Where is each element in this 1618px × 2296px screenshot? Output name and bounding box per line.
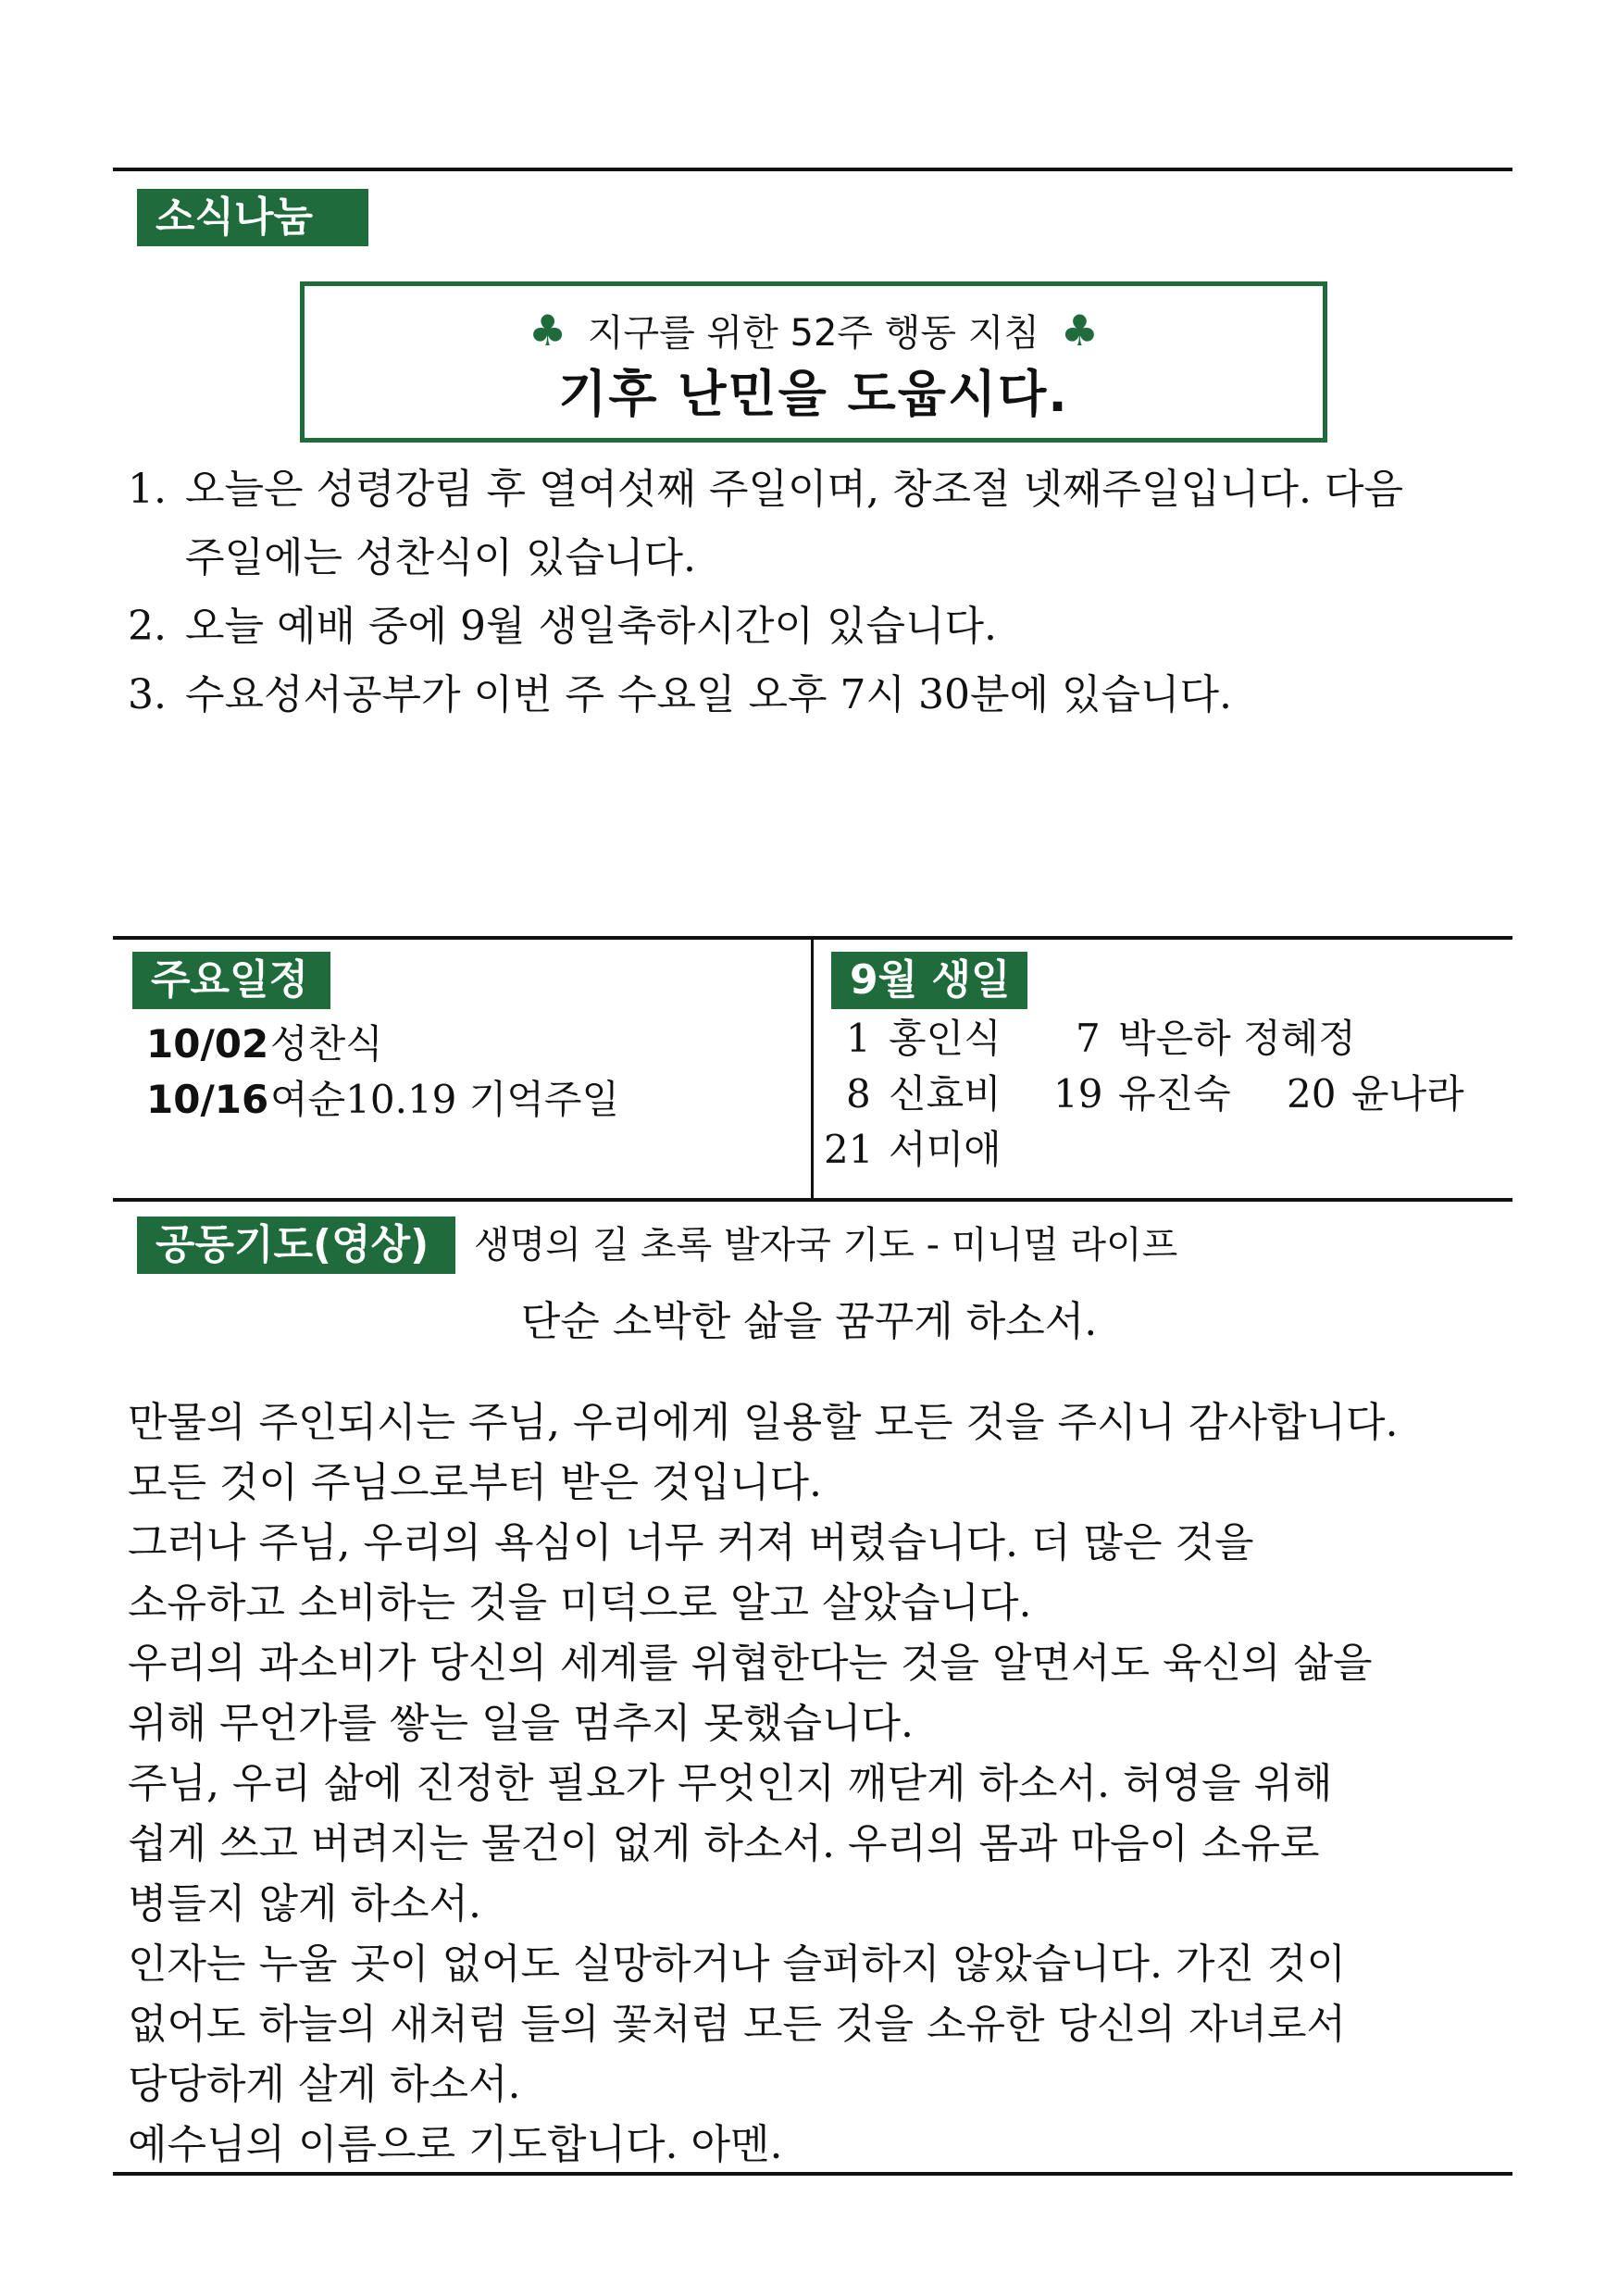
item-text: 오늘은 성령강림 후 열여섯째 주일이며, 창조절 넷째주일입니다. 다음 <box>185 466 1403 513</box>
prayer-line: 쉽게 쓰고 버려지는 물건이 없게 하소서. 우리의 몸과 마음이 소유로 <box>128 1820 1320 1867</box>
item-number: 1. <box>128 466 167 513</box>
prayer-line: 병들지 않게 하소서. <box>128 1880 481 1928</box>
birthday-day: 20 <box>1287 1071 1337 1117</box>
prayer-subtitle: 단순 소박한 삶을 꿈꾸게 하소서. <box>520 1298 1098 1345</box>
prayer-line: 소유하고 소비하는 것을 미덕으로 알고 살았습니다. <box>128 1579 1032 1627</box>
schedule-date: 10/02 <box>146 1021 269 1067</box>
item-text: 수요성서공부가 이번 주 수요일 오후 7시 30분에 있습니다. <box>185 671 1232 718</box>
prayer-line: 당당하게 살게 하소서. <box>128 2061 521 2108</box>
item-number: 2. <box>128 603 167 650</box>
prayer-line: 주님, 우리 삶에 진정한 필요가 무엇인지 깨닫게 하소서. 허영을 위해 <box>128 1760 1333 1807</box>
birthday-day: 21 <box>824 1127 874 1172</box>
schedule-event: 성찬식 <box>270 1021 383 1067</box>
item-number: 3. <box>128 671 167 718</box>
schedule-date: 10/16 <box>146 1077 269 1122</box>
prayer-line: 인자는 누울 곳이 없어도 실망하거나 슬퍼하지 않았습니다. 가진 것이 <box>128 1940 1346 1988</box>
bottom-rule <box>113 2172 1512 2176</box>
news-list <box>128 455 1516 730</box>
birthday-names: 서미애 <box>889 1127 1002 1172</box>
section-rule <box>113 1198 1512 1202</box>
prayer-line: 예수님의 이름으로 기도합니다. 아멘. <box>128 2121 783 2168</box>
birthday-tag: 9월 생일 <box>831 952 1027 1009</box>
birthday-names: 신효비 <box>889 1071 1002 1117</box>
birthday-names: 홍인식 <box>889 1016 1002 1061</box>
club-icon: ♣ <box>528 306 567 356</box>
club-icon: ♣ <box>1060 306 1100 356</box>
schedule-event: 여순10.19 기억주일 <box>270 1077 620 1122</box>
prayer-tag: 공동기도(영상) <box>137 1217 455 1274</box>
schedule-tag: 주요일정 <box>132 952 330 1009</box>
news-tag: 소식나눔 <box>137 189 368 246</box>
prayer-line: 만물의 주인되시는 주님, 우리에게 일용할 모든 것을 주시니 감사합니다. <box>128 1399 1399 1446</box>
birthday-day: 8 <box>846 1071 871 1117</box>
prayer-line: 없어도 하늘의 새처럼 들의 꽃처럼 모든 것을 소유한 당신의 자녀로서 <box>128 2001 1346 2048</box>
prayer-line: 우리의 과소비가 당신의 세계를 위협한다는 것을 알면서도 육신의 삶을 <box>128 1640 1373 1687</box>
action-guide-headline: 기후 난민을 도웁시다. <box>558 365 1069 423</box>
list-item <box>128 593 1516 661</box>
birthday-names: 윤나라 <box>1351 1071 1464 1117</box>
schedule-list <box>146 1017 619 1128</box>
item-text: 주일에는 성찬식이 있습니다. <box>185 534 697 581</box>
item-text: 오늘 예배 중에 9월 생일축하시간이 있습니다. <box>185 603 997 650</box>
prayer-line: 그러나 주님, 우리의 욕심이 너무 커져 버렸습니다. 더 많은 것을 <box>128 1519 1254 1566</box>
prayer-line: 모든 것이 주님으로부터 받은 것입니다. <box>128 1459 822 1506</box>
birthday-day: 19 <box>1053 1071 1103 1117</box>
prayer-title: 생명의 길 초록 발자국 기도 - 미니멀 라이프 <box>474 1224 1178 1267</box>
column-divider <box>811 938 814 1200</box>
prayer-body <box>128 1392 1516 2175</box>
birthday-names: 박은하 정혜정 <box>1118 1016 1356 1061</box>
action-guide-box <box>300 281 1327 443</box>
subtitle-text: 지구를 위한 52주 행동 지침 <box>587 312 1040 355</box>
prayer-line: 위해 무언가를 쌓는 일을 멈추지 못했습니다. <box>128 1700 914 1747</box>
schedule-item <box>146 1017 619 1072</box>
birthday-day: 1 <box>846 1016 871 1061</box>
schedule-item <box>146 1072 619 1128</box>
list-item <box>128 661 1516 730</box>
list-item <box>128 455 1516 593</box>
birthday-names: 유진숙 <box>1118 1071 1231 1117</box>
top-rule <box>113 168 1512 171</box>
birthday-day: 7 <box>1076 1016 1101 1061</box>
action-guide-subtitle <box>305 303 1323 361</box>
